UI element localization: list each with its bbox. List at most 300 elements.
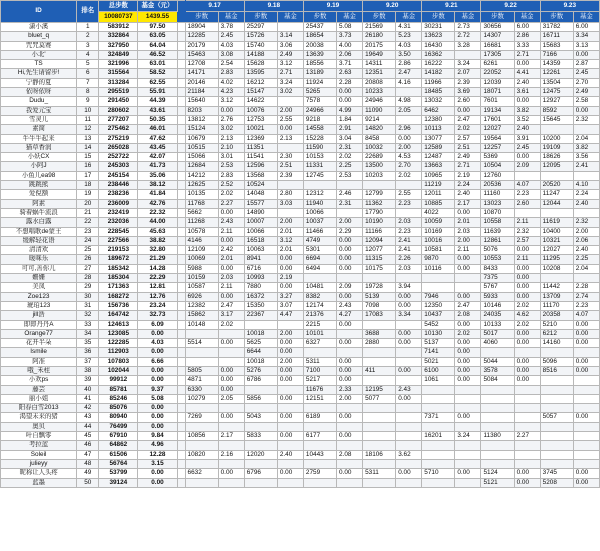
total-steps-cell[interactable]: 232036 xyxy=(99,218,138,227)
day-steps-cell[interactable]: 8592 xyxy=(540,106,573,115)
day-steps-cell[interactable] xyxy=(422,283,455,292)
day-fund-cell[interactable]: 4.41 xyxy=(514,69,540,78)
day-fund-cell[interactable]: 0.00 xyxy=(277,339,303,348)
fund-label-4[interactable]: 基金 xyxy=(455,12,481,23)
day-fund-cell[interactable]: 3.50 xyxy=(396,50,422,59)
day-steps-cell[interactable] xyxy=(363,478,396,487)
total-steps-cell[interactable]: 265028 xyxy=(99,143,138,152)
day-steps-cell[interactable]: 21376 xyxy=(303,311,336,320)
day-steps-cell[interactable]: 10820 xyxy=(185,450,218,459)
user-name-cell[interactable]: TS xyxy=(1,60,77,69)
day-steps-cell[interactable]: 8203 xyxy=(185,106,218,115)
user-name-cell[interactable]: 可可,善你儿 xyxy=(1,264,77,273)
day-steps-cell[interactable]: 6494 xyxy=(303,264,336,273)
day-fund-cell[interactable]: 3.17 xyxy=(218,311,244,320)
day-steps-cell[interactable] xyxy=(363,274,396,283)
day-steps-cell[interactable] xyxy=(244,459,277,468)
day-steps-cell[interactable]: 14188 xyxy=(244,50,277,59)
day-steps-cell[interactable]: 5121 xyxy=(481,478,514,487)
date-header-2[interactable]: 9.19 xyxy=(303,1,362,12)
day-fund-cell[interactable]: 3.62 xyxy=(396,450,422,459)
day-fund-cell[interactable]: 0.00 xyxy=(396,394,422,403)
day-fund-cell[interactable]: 2.01 xyxy=(277,246,303,255)
day-steps-cell[interactable]: 10175 xyxy=(363,264,396,273)
day-steps-cell[interactable]: 7098 xyxy=(363,301,396,310)
day-fund-cell[interactable] xyxy=(573,450,599,459)
user-name-cell[interactable]: Dudu_ xyxy=(1,97,77,106)
day-fund-cell[interactable]: 2.06 xyxy=(337,50,363,59)
day-steps-cell[interactable]: 14622 xyxy=(244,97,277,106)
day-fund-cell[interactable] xyxy=(573,422,599,431)
rank-cell[interactable]: 2 xyxy=(77,32,99,41)
day-fund-cell[interactable]: 0.00 xyxy=(455,366,481,375)
day-fund-cell[interactable]: 3.07 xyxy=(277,301,303,310)
day-fund-cell[interactable]: 0.00 xyxy=(455,357,481,366)
day-steps-cell[interactable] xyxy=(303,404,336,413)
user-name-cell[interactable]: 小欢ps xyxy=(1,376,77,385)
day-fund-cell[interactable]: 2.70 xyxy=(573,78,599,87)
day-steps-cell[interactable]: 12684 xyxy=(185,162,218,171)
total-fund-cell[interactable]: 44.00 xyxy=(138,218,177,227)
total-fund-cell[interactable]: 0.00 xyxy=(138,329,177,338)
day-fund-cell[interactable]: 4.99 xyxy=(337,106,363,115)
fund-label-5[interactable]: 基金 xyxy=(514,12,540,23)
day-steps-cell[interactable] xyxy=(185,348,218,357)
total-fund-cell[interactable]: 38.82 xyxy=(138,236,177,245)
day-fund-cell[interactable] xyxy=(337,422,363,431)
day-fund-cell[interactable] xyxy=(514,413,540,422)
rank-cell[interactable]: 29 xyxy=(77,283,99,292)
user-name-cell[interactable]: 即即丹丹A xyxy=(1,320,77,329)
rank-cell[interactable]: 9 xyxy=(77,97,99,106)
day-steps-cell[interactable]: 10018 xyxy=(244,357,277,366)
day-steps-cell[interactable]: 17305 xyxy=(481,50,514,59)
day-fund-cell[interactable]: 0.00 xyxy=(514,339,540,348)
day-fund-cell[interactable]: 2.40 xyxy=(573,199,599,208)
day-fund-cell[interactable] xyxy=(396,181,422,190)
day-fund-cell[interactable]: 2.71 xyxy=(277,69,303,78)
day-fund-cell[interactable]: 2.00 xyxy=(573,227,599,236)
day-steps-cell[interactable]: 4749 xyxy=(303,236,336,245)
day-fund-cell[interactable] xyxy=(514,459,540,468)
day-steps-cell[interactable]: 12589 xyxy=(422,143,455,152)
day-steps-cell[interactable] xyxy=(303,181,336,190)
user-name-cell[interactable]: 我爱元宝 xyxy=(1,106,77,115)
user-name-cell[interactable]: 丽小姐 xyxy=(1,394,77,403)
day-fund-cell[interactable] xyxy=(573,385,599,394)
day-steps-cell[interactable]: 5043 xyxy=(244,413,277,422)
user-name-cell[interactable]: bluet_q xyxy=(1,32,77,41)
day-steps-cell[interactable]: 5217 xyxy=(303,376,336,385)
day-steps-cell[interactable]: 16681 xyxy=(481,41,514,50)
day-steps-cell[interactable]: 10016 xyxy=(422,236,455,245)
day-fund-cell[interactable]: 0.00 xyxy=(396,339,422,348)
day-steps-cell[interactable]: 18904 xyxy=(185,23,218,32)
day-steps-cell[interactable] xyxy=(303,422,336,431)
total-fund-cell[interactable]: 41.73 xyxy=(138,162,177,171)
day-steps-cell[interactable]: 10007 xyxy=(244,218,277,227)
day-fund-cell[interactable]: 0.00 xyxy=(396,366,422,375)
day-steps-cell[interactable]: 15350 xyxy=(244,301,277,310)
total-steps-cell[interactable]: 10080737 xyxy=(99,12,138,23)
day-steps-cell[interactable]: 10200 xyxy=(540,134,573,143)
day-fund-cell[interactable]: 0.00 xyxy=(514,478,540,487)
day-steps-cell[interactable]: 16222 xyxy=(422,60,455,69)
day-fund-cell[interactable] xyxy=(455,283,481,292)
day-fund-cell[interactable]: 0.00 xyxy=(455,106,481,115)
day-steps-cell[interactable]: 10113 xyxy=(422,125,455,134)
day-steps-cell[interactable]: 12708 xyxy=(185,60,218,69)
day-steps-cell[interactable]: 7166 xyxy=(540,50,573,59)
total-fund-cell[interactable]: 44.39 xyxy=(138,97,177,106)
day-steps-cell[interactable]: 10587 xyxy=(185,283,218,292)
day-fund-cell[interactable]: 0.00 xyxy=(396,134,422,143)
day-steps-cell[interactable] xyxy=(540,422,573,431)
day-steps-cell[interactable]: 15862 xyxy=(185,311,218,320)
day-steps-cell[interactable]: 10524 xyxy=(244,181,277,190)
total-fund-cell[interactable]: 43.45 xyxy=(138,143,177,152)
day-steps-cell[interactable] xyxy=(244,441,277,450)
day-steps-cell[interactable]: 7100 xyxy=(303,366,336,375)
day-steps-cell[interactable]: 5210 xyxy=(540,320,573,329)
day-steps-cell[interactable]: 14182 xyxy=(422,69,455,78)
day-fund-cell[interactable]: 2.49 xyxy=(573,88,599,97)
day-steps-cell[interactable]: 5805 xyxy=(185,366,218,375)
step-label-1[interactable]: 步数 xyxy=(244,12,277,23)
day-steps-cell[interactable]: 10581 xyxy=(422,246,455,255)
day-fund-cell[interactable]: 3.24 xyxy=(277,78,303,87)
day-steps-cell[interactable] xyxy=(422,478,455,487)
day-steps-cell[interactable]: 5021 xyxy=(422,357,455,366)
total-fund-cell[interactable]: 63.01 xyxy=(138,60,177,69)
day-fund-cell[interactable]: 0.00 xyxy=(277,264,303,273)
day-steps-cell[interactable]: 11966 xyxy=(422,78,455,87)
day-fund-cell[interactable]: 0.00 xyxy=(514,274,540,283)
day-steps-cell[interactable]: 3688 xyxy=(363,329,396,338)
day-steps-cell[interactable]: 1061 xyxy=(422,376,455,385)
day-fund-cell[interactable]: 3.94 xyxy=(396,283,422,292)
day-fund-cell[interactable]: 2.63 xyxy=(337,69,363,78)
day-steps-cell[interactable]: 10400 xyxy=(540,227,573,236)
rank-cell[interactable]: 12 xyxy=(77,125,99,134)
day-fund-cell[interactable]: 4.16 xyxy=(396,78,422,87)
rank-cell[interactable]: 5 xyxy=(77,60,99,69)
day-fund-cell[interactable] xyxy=(514,208,540,217)
day-steps-cell[interactable]: 11090 xyxy=(363,106,396,115)
user-name-cell[interactable]: 琥珀123 xyxy=(1,301,77,310)
day-fund-cell[interactable]: 4.00 xyxy=(337,41,363,50)
total-steps-cell[interactable]: 275462 xyxy=(99,125,138,134)
rank-cell[interactable]: 43 xyxy=(77,413,99,422)
day-fund-cell[interactable]: 0.00 xyxy=(514,60,540,69)
day-fund-cell[interactable]: 3.56 xyxy=(573,153,599,162)
total-fund-cell[interactable]: 0.00 xyxy=(138,404,177,413)
day-steps-cell[interactable]: 19134 xyxy=(481,106,514,115)
day-fund-cell[interactable]: 2.03 xyxy=(455,227,481,236)
rank-cell[interactable]: 20 xyxy=(77,199,99,208)
day-fund-cell[interactable]: 2.51 xyxy=(277,162,303,171)
day-fund-cell[interactable] xyxy=(277,459,303,468)
day-fund-cell[interactable]: 2.51 xyxy=(455,143,481,152)
day-fund-cell[interactable]: 2.03 xyxy=(218,274,244,283)
day-fund-cell[interactable]: 3.78 xyxy=(218,23,244,32)
day-steps-cell[interactable]: 16372 xyxy=(244,292,277,301)
day-steps-cell[interactable]: 14890 xyxy=(244,208,277,217)
rank-cell[interactable]: 47 xyxy=(77,450,99,459)
total-steps-cell[interactable]: 61506 xyxy=(99,450,138,459)
rank-cell[interactable]: 4 xyxy=(77,50,99,59)
day-fund-cell[interactable] xyxy=(573,404,599,413)
day-steps-cell[interactable]: 30231 xyxy=(422,23,455,32)
total-steps-cell[interactable]: 252722 xyxy=(99,153,138,162)
day-fund-cell[interactable]: 3.52 xyxy=(514,115,540,124)
day-fund-cell[interactable]: 2.13 xyxy=(218,134,244,143)
day-fund-cell[interactable]: 3.13 xyxy=(573,41,599,50)
rank-cell[interactable]: 32 xyxy=(77,311,99,320)
day-fund-cell[interactable]: 2.83 xyxy=(218,69,244,78)
day-steps-cell[interactable]: 13568 xyxy=(244,171,277,180)
day-fund-cell[interactable]: 2.19 xyxy=(277,274,303,283)
day-steps-cell[interactable]: 10169 xyxy=(422,227,455,236)
total-steps-cell[interactable]: 85246 xyxy=(99,394,138,403)
day-fund-cell[interactable] xyxy=(573,171,599,180)
day-fund-cell[interactable]: 0.00 xyxy=(337,264,363,273)
day-fund-cell[interactable] xyxy=(277,181,303,190)
total-steps-cell[interactable]: 124613 xyxy=(99,320,138,329)
total-steps-cell[interactable]: 232419 xyxy=(99,208,138,217)
day-fund-cell[interactable] xyxy=(396,320,422,329)
step-label-0[interactable]: 步数 xyxy=(185,12,218,23)
day-steps-cell[interactable]: 13623 xyxy=(422,32,455,41)
rank-cell[interactable]: 33 xyxy=(77,320,99,329)
day-fund-cell[interactable]: 0.00 xyxy=(455,255,481,264)
day-steps-cell[interactable]: 11160 xyxy=(481,190,514,199)
day-steps-cell[interactable]: 10558 xyxy=(481,218,514,227)
total-steps-cell[interactable]: 245154 xyxy=(99,171,138,180)
day-fund-cell[interactable]: 1.84 xyxy=(337,115,363,124)
day-fund-cell[interactable] xyxy=(396,88,422,97)
day-fund-cell[interactable]: 4.02 xyxy=(218,78,244,87)
day-steps-cell[interactable]: 16201 xyxy=(422,432,455,441)
day-fund-cell[interactable]: 3.34 xyxy=(396,311,422,320)
day-fund-cell[interactable]: 0.00 xyxy=(277,125,303,134)
day-fund-cell[interactable]: 0.00 xyxy=(218,236,244,245)
day-steps-cell[interactable]: 5137 xyxy=(422,339,455,348)
day-fund-cell[interactable]: 0.00 xyxy=(573,339,599,348)
day-fund-cell[interactable]: 0.00 xyxy=(573,320,599,329)
day-fund-cell[interactable]: 2.03 xyxy=(396,218,422,227)
day-steps-cell[interactable]: 15740 xyxy=(244,41,277,50)
day-fund-cell[interactable]: 3.91 xyxy=(514,134,540,143)
day-fund-cell[interactable] xyxy=(277,23,303,32)
day-steps-cell[interactable]: 15726 xyxy=(244,32,277,41)
day-steps-cell[interactable] xyxy=(363,181,396,190)
day-fund-cell[interactable] xyxy=(573,376,599,385)
day-steps-cell[interactable] xyxy=(422,404,455,413)
day-fund-cell[interactable] xyxy=(277,208,303,217)
day-fund-cell[interactable]: 2.28 xyxy=(573,283,599,292)
day-fund-cell[interactable]: 2.53 xyxy=(337,171,363,180)
day-fund-cell[interactable] xyxy=(337,274,363,283)
day-fund-cell[interactable]: 2.55 xyxy=(396,190,422,199)
rank-cell[interactable]: 14 xyxy=(77,143,99,152)
day-steps-cell[interactable] xyxy=(303,441,336,450)
day-steps-cell[interactable] xyxy=(481,394,514,403)
day-fund-cell[interactable]: 2.23 xyxy=(514,190,540,199)
total-steps-cell[interactable]: 275219 xyxy=(99,134,138,143)
day-fund-cell[interactable]: 2.25 xyxy=(337,162,363,171)
day-fund-cell[interactable]: 2.00 xyxy=(455,236,481,245)
day-steps-cell[interactable] xyxy=(303,274,336,283)
day-fund-cell[interactable] xyxy=(277,404,303,413)
total-steps-cell[interactable]: 164742 xyxy=(99,311,138,320)
day-fund-cell[interactable] xyxy=(218,348,244,357)
total-fund-cell[interactable]: 12.81 xyxy=(138,283,177,292)
day-fund-cell[interactable] xyxy=(455,422,481,431)
day-fund-cell[interactable]: 2.33 xyxy=(337,385,363,394)
total-steps-cell[interactable]: 277207 xyxy=(99,115,138,124)
day-steps-cell[interactable] xyxy=(481,413,514,422)
day-fund-cell[interactable]: 0.00 xyxy=(337,432,363,441)
total-fund-cell[interactable]: 21.29 xyxy=(138,255,177,264)
total-fund-cell[interactable]: 9.84 xyxy=(138,432,177,441)
day-fund-cell[interactable] xyxy=(277,422,303,431)
rank-cell[interactable]: 18 xyxy=(77,181,99,190)
day-steps-cell[interactable]: 9870 xyxy=(422,255,455,264)
day-fund-cell[interactable] xyxy=(514,394,540,403)
day-steps-cell[interactable]: 6694 xyxy=(303,255,336,264)
total-steps-cell[interactable]: 185342 xyxy=(99,264,138,273)
day-fund-cell[interactable]: 2.74 xyxy=(573,292,599,301)
day-steps-cell[interactable]: 7269 xyxy=(185,413,218,422)
day-steps-cell[interactable]: 15645 xyxy=(540,115,573,124)
day-steps-cell[interactable]: 10321 xyxy=(540,236,573,245)
day-fund-cell[interactable]: 0.00 xyxy=(455,348,481,357)
day-fund-cell[interactable]: 0.00 xyxy=(514,97,540,106)
day-fund-cell[interactable] xyxy=(573,459,599,468)
day-steps-cell[interactable]: 2880 xyxy=(363,339,396,348)
day-steps-cell[interactable]: 13500 xyxy=(363,162,396,171)
date-header-0[interactable]: 9.17 xyxy=(185,1,244,12)
day-fund-cell[interactable] xyxy=(218,329,244,338)
day-fund-cell[interactable] xyxy=(218,478,244,487)
day-steps-cell[interactable]: 12174 xyxy=(303,301,336,310)
day-fund-cell[interactable] xyxy=(396,422,422,431)
day-steps-cell[interactable]: 12094 xyxy=(363,236,396,245)
total-steps-cell[interactable]: 39124 xyxy=(99,478,138,487)
day-steps-cell[interactable] xyxy=(303,478,336,487)
day-steps-cell[interactable]: 10159 xyxy=(185,274,218,283)
rank-cell[interactable]: 26 xyxy=(77,255,99,264)
user-name-cell[interactable]: 不想唱歌de蒙王 xyxy=(1,227,77,236)
day-steps-cell[interactable]: 10116 xyxy=(422,264,455,273)
day-steps-cell[interactable]: 12475 xyxy=(540,88,573,97)
day-steps-cell[interactable]: 10679 xyxy=(185,134,218,143)
rank-cell[interactable]: 11 xyxy=(77,115,99,124)
rank-cell[interactable]: 21 xyxy=(77,208,99,217)
day-steps-cell[interactable]: 12151 xyxy=(303,394,336,403)
day-fund-cell[interactable]: 0.00 xyxy=(218,339,244,348)
rank-cell[interactable]: 45 xyxy=(77,432,99,441)
user-name-cell[interactable]: 素简 xyxy=(1,125,77,134)
day-steps-cell[interactable]: 12625 xyxy=(185,181,218,190)
date-header-1[interactable]: 9.18 xyxy=(244,1,303,12)
day-steps-cell[interactable]: 18106 xyxy=(363,450,396,459)
total-fund-cell[interactable]: 50.35 xyxy=(138,115,177,124)
rank-cell[interactable]: 36 xyxy=(77,348,99,357)
day-steps-cell[interactable]: 10066 xyxy=(244,227,277,236)
total-fund-cell[interactable]: 9.37 xyxy=(138,385,177,394)
day-fund-cell[interactable] xyxy=(396,432,422,441)
day-steps-cell[interactable]: 11351 xyxy=(244,143,277,152)
day-steps-cell[interactable] xyxy=(540,376,573,385)
rank-cell[interactable]: 37 xyxy=(77,357,99,366)
day-fund-cell[interactable] xyxy=(277,320,303,329)
day-steps-cell[interactable]: 20520 xyxy=(540,181,573,190)
day-steps-cell[interactable]: 5856 xyxy=(244,394,277,403)
day-steps-cell[interactable]: 5710 xyxy=(422,469,455,478)
day-fund-cell[interactable] xyxy=(573,348,599,357)
day-fund-cell[interactable]: 0.00 xyxy=(218,376,244,385)
day-steps-cell[interactable]: 4146 xyxy=(185,236,218,245)
day-fund-cell[interactable]: 2.47 xyxy=(396,69,422,78)
total-fund-cell[interactable]: 0.00 xyxy=(138,348,177,357)
day-fund-cell[interactable]: 2.96 xyxy=(396,125,422,134)
total-steps-cell[interactable]: 327950 xyxy=(99,41,138,50)
day-steps-cell[interactable]: 6177 xyxy=(303,432,336,441)
day-fund-cell[interactable]: 2.31 xyxy=(337,199,363,208)
day-steps-cell[interactable]: 19728 xyxy=(363,283,396,292)
day-steps-cell[interactable]: 20038 xyxy=(303,41,336,50)
day-steps-cell[interactable] xyxy=(185,329,218,338)
day-fund-cell[interactable]: 2.60 xyxy=(514,199,540,208)
day-steps-cell[interactable]: 6327 xyxy=(303,339,336,348)
day-fund-cell[interactable]: 2.02 xyxy=(218,320,244,329)
day-steps-cell[interactable]: 12927 xyxy=(540,97,573,106)
day-fund-cell[interactable]: 2.39 xyxy=(455,78,481,87)
day-fund-cell[interactable]: 0.00 xyxy=(396,329,422,338)
day-fund-cell[interactable]: 0.00 xyxy=(337,255,363,264)
day-fund-cell[interactable] xyxy=(573,125,599,134)
day-fund-cell[interactable] xyxy=(218,404,244,413)
step-label-2[interactable]: 步数 xyxy=(303,12,336,23)
day-fund-cell[interactable] xyxy=(277,97,303,106)
day-steps-cell[interactable]: 6261 xyxy=(481,60,514,69)
day-steps-cell[interactable]: 11590 xyxy=(303,143,336,152)
day-steps-cell[interactable] xyxy=(363,459,396,468)
day-steps-cell[interactable]: 10059 xyxy=(422,218,455,227)
day-fund-cell[interactable]: 0.00 xyxy=(277,376,303,385)
day-steps-cell[interactable]: 6189 xyxy=(303,413,336,422)
rank-cell[interactable]: 19 xyxy=(77,190,99,199)
day-fund-cell[interactable]: 2.09 xyxy=(514,162,540,171)
day-fund-cell[interactable]: 0.00 xyxy=(337,339,363,348)
day-fund-cell[interactable]: 2.00 xyxy=(277,218,303,227)
total-steps-cell[interactable]: 313284 xyxy=(99,78,138,87)
total-fund-cell[interactable]: 58.52 xyxy=(138,69,177,78)
day-steps-cell[interactable]: 13032 xyxy=(422,97,455,106)
day-fund-cell[interactable] xyxy=(514,450,540,459)
day-steps-cell[interactable]: 5625 xyxy=(244,339,277,348)
day-steps-cell[interactable] xyxy=(422,394,455,403)
day-steps-cell[interactable]: 11268 xyxy=(185,218,218,227)
rank-cell[interactable]: 1 xyxy=(77,23,99,32)
day-steps-cell[interactable]: 25297 xyxy=(244,23,277,32)
day-fund-cell[interactable]: 0.00 xyxy=(455,208,481,217)
day-steps-cell[interactable]: 5076 xyxy=(481,246,514,255)
day-fund-cell[interactable]: 2.10 xyxy=(218,143,244,152)
day-fund-cell[interactable] xyxy=(573,208,599,217)
